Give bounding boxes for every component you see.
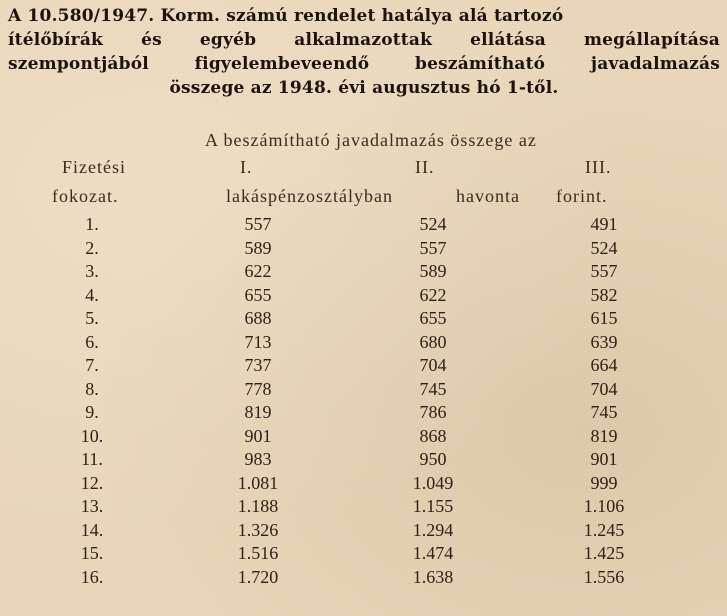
category-1-cell: 557 — [244, 214, 272, 234]
category-2-cell: 622 — [419, 284, 447, 305]
category-2-cell: 1.049 — [412, 472, 454, 493]
grade-cell: 12. — [80, 472, 104, 493]
category-1-cell: 1.081 — [237, 472, 279, 493]
category-2-cell: 524 — [419, 214, 447, 234]
category-2-cell: 1.294 — [412, 519, 454, 540]
category-1-cell: 622 — [244, 261, 272, 281]
table-row — [0, 379, 727, 403]
table-row — [0, 238, 727, 262]
category-3-cell: 557 — [590, 261, 618, 281]
grade-cell: 8. — [85, 378, 99, 399]
grade-cell: 5. — [85, 308, 99, 328]
category-1-cell: 901 — [244, 425, 272, 446]
category-3-cell: 1.245 — [583, 519, 625, 540]
category-header-1: I. — [240, 157, 253, 177]
category-3-cell: 615 — [590, 308, 618, 328]
table-row — [0, 332, 727, 356]
category-2-cell: 680 — [419, 331, 447, 352]
table-row — [0, 308, 727, 332]
grade-cell: 11. — [81, 449, 103, 469]
table-row — [0, 520, 727, 544]
heading-line-1: A 10.580/1947. Korm. számú rendelet hatálya alá tartozó — [8, 6, 564, 26]
category-2-cell: 589 — [419, 261, 447, 281]
document-heading — [8, 4, 720, 100]
grade-cell: 9. — [85, 402, 99, 422]
table-row — [0, 426, 727, 450]
category-3-cell: 704 — [590, 378, 618, 399]
category-1-cell: 983 — [244, 449, 272, 469]
category-2-cell: 655 — [419, 308, 447, 328]
table-row — [0, 496, 727, 520]
heading-line-4: összege az 1948. évi augusztus hó 1-től. — [169, 78, 559, 98]
grade-cell: 14. — [80, 519, 104, 540]
category-1-cell: 1.188 — [237, 496, 279, 516]
unit-label-1: lakáspénzosztályban — [226, 186, 393, 206]
table-row — [0, 402, 727, 426]
category-3-cell: 524 — [590, 237, 618, 258]
table-super-header: A beszámítható javadalmazás összege az — [205, 130, 537, 150]
heading-line-2: ítélőbírák és egyéb alkalmazottak ellátása megállapítása — [8, 30, 720, 50]
unit-label-2: havonta — [456, 186, 520, 206]
category-2-cell: 745 — [419, 378, 447, 399]
grade-cell: 3. — [85, 261, 99, 281]
table-row — [0, 285, 727, 309]
first-column-label-line-2: fokozat. — [52, 186, 119, 206]
category-2-cell: 1.474 — [412, 543, 454, 563]
category-3-cell: 664 — [590, 355, 618, 375]
category-3-cell: 582 — [590, 284, 618, 305]
category-3-cell: 491 — [590, 214, 618, 234]
table-row — [0, 449, 727, 473]
category-2-cell: 868 — [419, 425, 447, 446]
grade-cell: 2. — [85, 237, 99, 258]
category-3-cell: 745 — [590, 402, 618, 422]
grade-cell: 15. — [80, 543, 104, 563]
category-3-cell: 901 — [590, 449, 618, 469]
category-2-cell: 557 — [419, 237, 447, 258]
category-1-cell: 1.516 — [237, 543, 279, 563]
category-1-cell: 819 — [244, 402, 272, 422]
category-header-2: II. — [415, 157, 435, 177]
table-row — [0, 543, 727, 567]
salary-table-body — [0, 214, 727, 590]
unit-label-3: forint. — [556, 186, 608, 206]
category-1-cell: 655 — [244, 284, 272, 305]
grade-cell: 4. — [85, 284, 99, 305]
category-header-3: III. — [585, 157, 612, 177]
category-3-cell: 1.556 — [583, 566, 625, 587]
category-1-cell: 589 — [244, 237, 272, 258]
grade-cell: 13. — [80, 496, 104, 516]
category-2-cell: 786 — [419, 402, 447, 422]
category-3-cell: 639 — [590, 331, 618, 352]
grade-cell: 1. — [85, 214, 99, 234]
category-3-cell: 1.425 — [583, 543, 625, 563]
grade-cell: 7. — [85, 355, 99, 375]
category-1-cell: 713 — [244, 331, 272, 352]
grade-cell: 16. — [80, 566, 104, 587]
category-3-cell: 999 — [590, 472, 618, 493]
category-1-cell: 1.720 — [237, 566, 279, 587]
category-2-cell: 1.638 — [412, 566, 454, 587]
grade-cell: 10. — [80, 425, 104, 446]
table-row — [0, 567, 727, 591]
first-column-label-line-1: Fizetési — [62, 157, 126, 177]
category-2-cell: 1.155 — [412, 496, 454, 516]
category-2-cell: 950 — [419, 449, 447, 469]
category-2-cell: 704 — [419, 355, 447, 375]
category-3-cell: 819 — [590, 425, 618, 446]
grade-cell: 6. — [85, 331, 99, 352]
category-1-cell: 1.326 — [237, 519, 279, 540]
heading-line-3: szempontjából figyelembeveendő beszámítható javadalmazás — [8, 54, 720, 74]
table-row — [0, 355, 727, 379]
category-3-cell: 1.106 — [583, 496, 625, 516]
category-1-cell: 737 — [244, 355, 272, 375]
table-row — [0, 261, 727, 285]
category-1-cell: 688 — [244, 308, 272, 328]
table-row — [0, 473, 727, 497]
table-row — [0, 214, 727, 238]
category-1-cell: 778 — [244, 378, 272, 399]
